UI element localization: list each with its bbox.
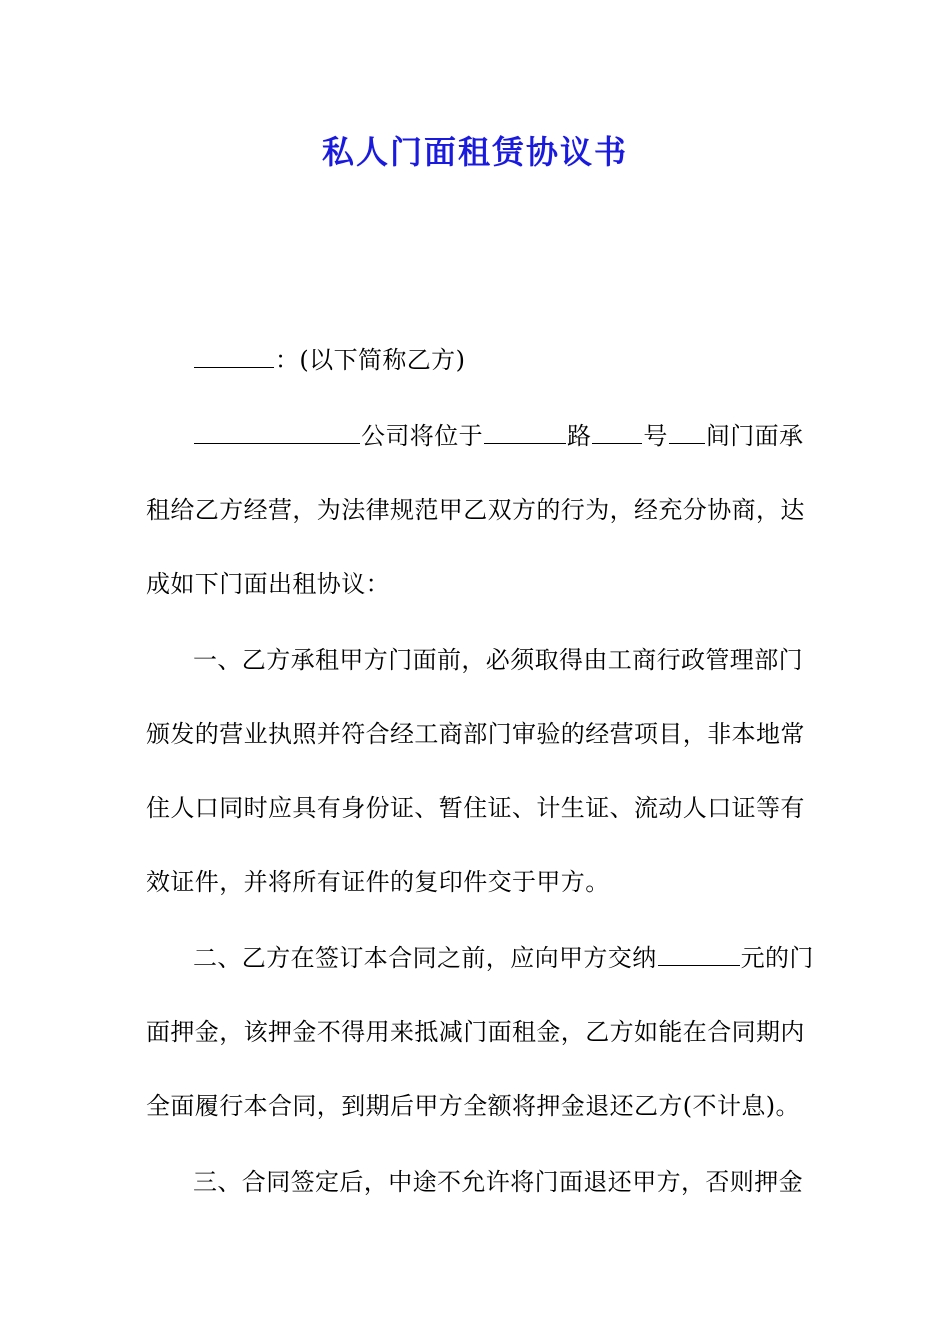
clause-1-line-2: 颁发的营业执照并符合经工商部门审验的经营项目，非本地常 bbox=[146, 720, 805, 748]
clause-2-line-3: 全面履行本合同，到期后甲方全额将押金退还乙方(不计息)。 bbox=[146, 1092, 800, 1120]
intro-seg-4: 间门面承 bbox=[705, 422, 804, 450]
intro-line-1 bbox=[193, 418, 806, 454]
clause-2-seg-1: 二、乙方在签订本合同之前，应向甲方交纳 bbox=[193, 944, 657, 972]
clause-1-line-4: 效证件，并将所有证件的复印件交于甲方。 bbox=[146, 868, 610, 896]
intro-line-2: 租给乙方经营，为法律规范甲乙双方的行为，经充分协商，达 bbox=[146, 496, 805, 524]
intro-line-3: 成如下门面出租协议： bbox=[146, 570, 390, 598]
road-blank[interactable] bbox=[484, 421, 566, 444]
clause-1-line-1: 一、乙方承租甲方门面前，必须取得由工商行政管理部门 bbox=[193, 646, 803, 674]
clause-2-seg-2: 元的门 bbox=[740, 944, 814, 972]
intro-seg-1: 公司将位于 bbox=[361, 422, 483, 450]
company-name-blank[interactable] bbox=[194, 421, 360, 444]
clause-3-line-1: 三、合同签定后，中途不允许将门面退还甲方，否则押金 bbox=[193, 1168, 803, 1196]
clause-2-line-1 bbox=[193, 940, 814, 976]
room-count-blank[interactable] bbox=[669, 421, 705, 444]
party-b-line bbox=[193, 342, 806, 378]
document-title: 私人门面租赁协议书 bbox=[321, 133, 628, 171]
clause-1-line-3: 住人口同时应具有身份证、暂住证、计生证、流动人口证等有 bbox=[146, 794, 805, 822]
party-b-name-blank[interactable] bbox=[194, 345, 274, 368]
number-blank[interactable] bbox=[592, 421, 642, 444]
intro-seg-2: 路 bbox=[567, 422, 592, 450]
clause-2-line-2: 面押金，该押金不得用来抵减门面租金，乙方如能在合同期内 bbox=[146, 1018, 805, 1046]
party-b-label: ：(以下简称乙方) bbox=[275, 346, 466, 374]
deposit-amount-blank[interactable] bbox=[658, 943, 740, 966]
intro-seg-3: 号 bbox=[643, 422, 668, 450]
